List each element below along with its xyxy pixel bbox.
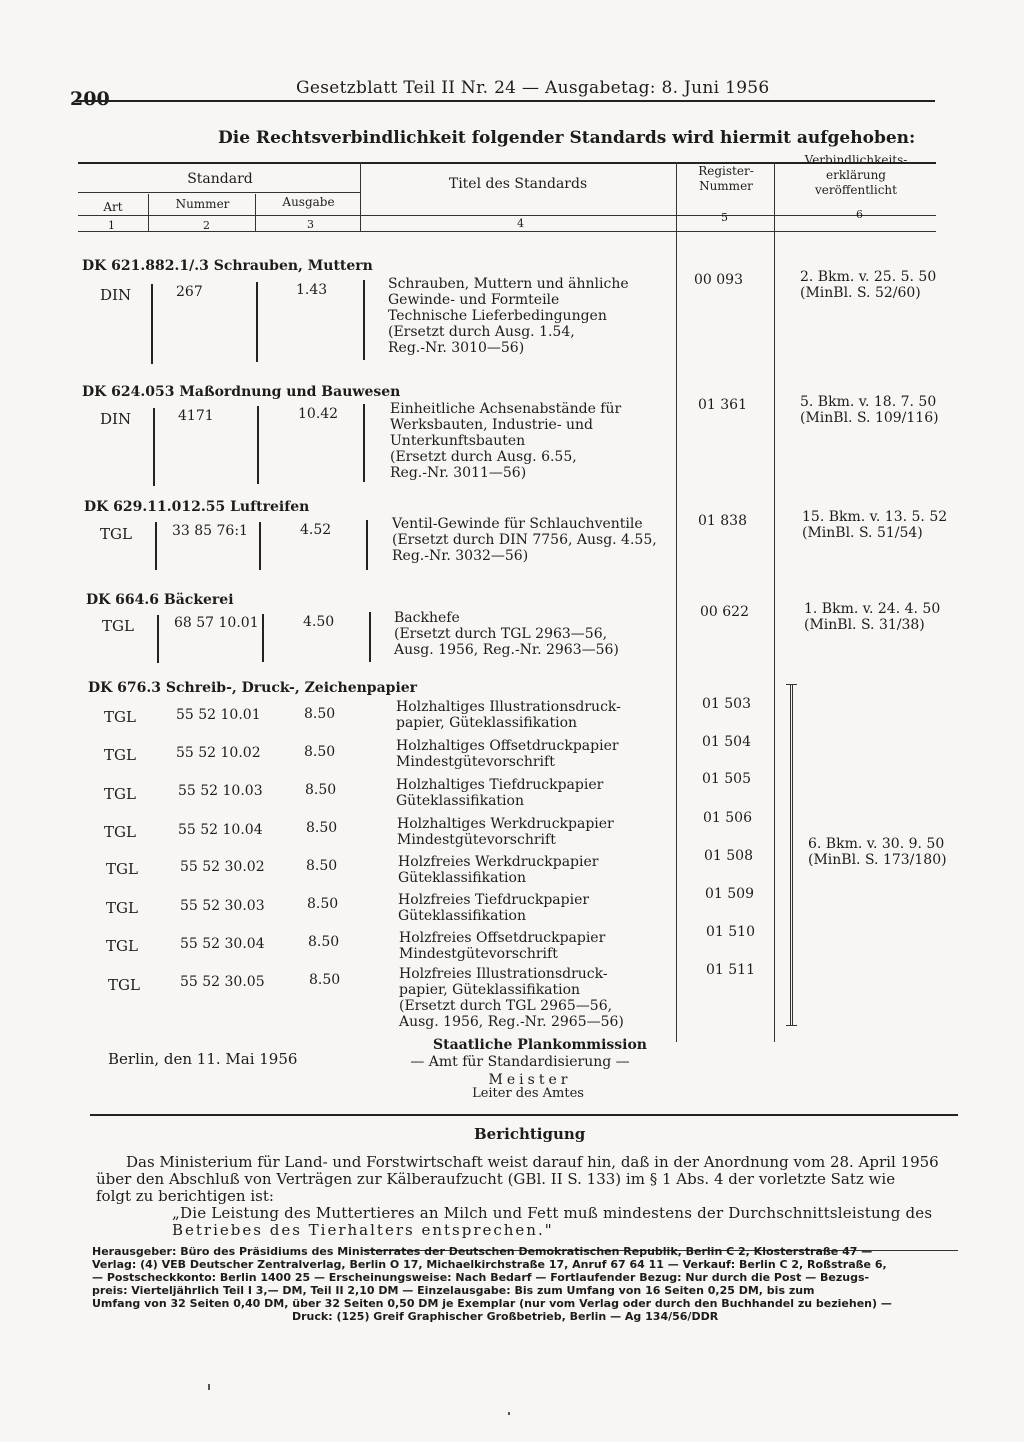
section-heading: DK 624.053 Maßordnung und Bauwesen: [82, 384, 401, 400]
divider-nummer: [255, 194, 256, 232]
imprint: Herausgeber: Büro des Präsidiums des Ministerrates der Deutschen Demokratischen Republik, Berlin C 2, Klosterstraße 47 — Verlag: (4) VEB Deutscher Zentralverlag, Berlin O 17, Michaelkirchstraße 17, Anruf 67 64 11 — Verkauf: Berlin C 2, Roßstraße 6, — Postscheckkonto: Berlin 1400 25 — Erscheinungsweise: Nach Bedarf — Fortlaufender Bezug: Nur durch die Post — Bezugs- preis: Vierteljährlich Teil I 3,— DM, Teil II 2,10 DM — Einzelausgabe: Bis zum Umfang von 16 Seiten 0,25 DM, bis zum Umfang von 32 Seiten 0,40 DM, über 32 Seiten 0,50 DM je Exemplar (nur vom Verlag oder durch den Buchhandel zu beziehen) — Druck: (125) Greif Graphischer Großbetrieb, Berlin — Ag 134/56/DDR: [92, 1245, 892, 1323]
row-divider: [363, 404, 365, 482]
place-date: Berlin, den 11. Mai 1956: [108, 1050, 298, 1068]
colnum-2: 2: [203, 219, 210, 232]
section-heading: DK 629.11.012.55 Luftreifen: [84, 499, 310, 515]
cell-art: TGL: [106, 937, 138, 955]
cell-titel: Ventil-Gewinde für Schlauchventile (Ersetzt durch DIN 7756, Ausg. 4.55, Reg.-Nr. 3032—56): [392, 516, 657, 564]
correction-title: Berichtigung: [474, 1125, 586, 1143]
group-brace-right: [790, 684, 797, 1026]
row-divider: [259, 522, 261, 570]
cell-nummer: 55 52 10.04: [178, 822, 263, 838]
cell-art: TGL: [106, 860, 138, 878]
cell-register: 00 622: [700, 604, 749, 620]
cell-titel: Holzfreies Offsetdruckpapier Mindestgütevorschrift: [399, 930, 606, 962]
cell-art: TGL: [104, 823, 136, 841]
cell-ausgabe: 8.50: [304, 706, 336, 722]
cell-register: 01 838: [698, 513, 747, 529]
cell-declaration: 2. Bkm. v. 25. 5. 50 (MinBl. S. 52/60): [800, 269, 937, 301]
cell-nummer: 55 52 30.02: [180, 859, 265, 875]
cell-art: TGL: [100, 525, 132, 543]
cell-nummer: 55 52 30.03: [180, 898, 265, 914]
cell-art: TGL: [104, 785, 136, 803]
cell-declaration: 1. Bkm. v. 24. 4. 50 (MinBl. S. 31/38): [804, 601, 941, 633]
cell-titel: Holzhaltiges Offsetdruckpapier Mindestgütevorschrift: [396, 738, 619, 770]
cell-nummer: 267: [176, 284, 203, 300]
cell-titel: Holzhaltiges Illustrationsdruck- papier, Güteklassifikation: [396, 699, 621, 731]
header-bottom-rule: [78, 215, 936, 216]
print-speck: [208, 1384, 210, 1390]
row-divider: [369, 612, 371, 662]
cell-art: TGL: [104, 708, 136, 726]
standard-subhead-rule: [78, 192, 360, 193]
print-speck: [508, 1412, 510, 1415]
signature-authority: Staatliche Plankommission: [433, 1037, 647, 1053]
cell-register: 01 509: [705, 886, 754, 902]
cell-nummer: 55 52 30.05: [180, 974, 265, 990]
row-divider: [155, 522, 157, 570]
row-divider: [153, 408, 155, 486]
cell-titel: Schrauben, Muttern und ähnliche Gewinde- und Formteile Technische Lieferbedingungen (Ersetzt durch Ausg. 1.54, Reg.-Nr. 3010—56): [388, 276, 629, 356]
colnum-3: 3: [307, 218, 314, 231]
cell-ausgabe: 8.50: [304, 744, 336, 760]
header-rule: [75, 100, 935, 102]
cell-titel: Holzfreies Tiefdruckpapier Güteklassifikation: [398, 892, 590, 924]
cell-nummer: 55 52 10.02: [176, 745, 261, 761]
section-rule: [90, 1114, 958, 1116]
header-standard: Standard: [187, 171, 253, 187]
colnum-6: 6: [856, 208, 863, 221]
section-heading: DK 676.3 Schreib-, Druck-, Zeichenpapier: [88, 680, 418, 696]
row-divider: [257, 406, 259, 484]
cell-nummer: 55 52 10.03: [178, 783, 263, 799]
cell-titel: Einheitliche Achsenabstände für Werksbauten, Industrie- und Unterkunftsbauten (Ersetzt durch Ausg. 6.55, Reg.-Nr. 3011—56): [390, 401, 622, 481]
cell-nummer: 4171: [178, 408, 214, 424]
page-number: 200: [70, 88, 110, 110]
cell-declaration: 15. Bkm. v. 13. 5. 52 (MinBl. S. 51/54): [802, 509, 948, 541]
colnum-4: 4: [517, 217, 524, 230]
section-heading: DK 621.882.1/.3 Schrauben, Muttern: [82, 258, 373, 274]
divider-art: [148, 194, 149, 232]
signature-role: Leiter des Amtes: [472, 1086, 584, 1101]
cell-ausgabe: 8.50: [308, 934, 340, 950]
cell-ausgabe: 8.50: [306, 858, 338, 874]
cell-art: TGL: [108, 976, 140, 994]
cell-ausgabe: 1.43: [296, 282, 328, 298]
cell-titel: Backhefe (Ersetzt durch TGL 2963—56, Ausg. 1956, Reg.-Nr. 2963—56): [394, 610, 619, 658]
cell-ausgabe: 4.50: [303, 614, 335, 630]
divider-titel: [676, 162, 677, 1042]
section-heading: DK 664.6 Bäckerei: [86, 592, 234, 608]
header-verbindlichkeit: Verbindlichkeits- erklärung veröffentlicht: [804, 153, 908, 197]
cell-ausgabe: 4.52: [300, 522, 332, 538]
row-divider: [256, 282, 258, 362]
cell-register: 01 506: [703, 810, 752, 826]
divider-register: [774, 162, 775, 1042]
cell-ausgabe: 8.50: [305, 782, 337, 798]
row-divider: [151, 284, 153, 364]
cell-register: 01 508: [704, 848, 753, 864]
header-art: Art: [103, 200, 123, 214]
signature-office: — Amt für Standardisierung —: [410, 1054, 630, 1070]
signature-name: Meister: [488, 1072, 572, 1088]
cell-register: 01 504: [702, 734, 751, 750]
cell-register: 00 093: [694, 272, 743, 288]
cell-ausgabe: 8.50: [309, 972, 341, 988]
cell-declaration: 6. Bkm. v. 30. 9. 50 (MinBl. S. 173/180): [808, 836, 947, 868]
cell-titel: Holzfreies Illustrationsdruck- papier, Güteklassifikation (Ersetzt durch TGL 2965—56, Ausg. 1956, Reg.-Nr. 2965—56): [399, 966, 624, 1030]
cell-titel: Holzhaltiges Tiefdruckpapier Güteklassifikation: [396, 777, 604, 809]
cell-titel: Holzhaltiges Werkdruckpapier Mindestgütevorschrift: [397, 816, 614, 848]
page-title: Die Rechtsverbindlichkeit folgender Standards wird hiermit aufgehoben:: [218, 128, 916, 148]
cell-nummer: 55 52 30.04: [180, 936, 265, 952]
cell-register: 01 361: [698, 397, 747, 413]
header-titel: Titel des Standards: [448, 176, 588, 192]
cell-art: DIN: [100, 410, 132, 428]
colnum-5: 5: [721, 211, 728, 224]
cell-ausgabe: 8.50: [307, 896, 339, 912]
header-register: Register- Nummer: [698, 164, 754, 193]
header-nummer: Nummer: [175, 197, 230, 211]
colnum-1: 1: [108, 219, 115, 232]
row-divider: [157, 615, 159, 663]
cell-declaration: 5. Bkm. v. 18. 7. 50 (MinBl. S. 109/116): [800, 394, 939, 426]
cell-register: 01 511: [706, 962, 755, 978]
divider-ausgabe: [360, 162, 361, 232]
cell-ausgabe: 10.42: [298, 406, 339, 422]
row-divider: [363, 280, 365, 360]
cell-art: DIN: [100, 286, 132, 304]
running-head: Gesetzblatt Teil II Nr. 24 — Ausgabetag: 8. Juni 1956: [296, 78, 770, 98]
cell-nummer: 68 57 10.01: [174, 615, 259, 631]
cell-nummer: 55 52 10.01: [176, 707, 261, 723]
row-divider: [366, 520, 368, 570]
cell-ausgabe: 8.50: [306, 820, 338, 836]
cell-titel: Holzfreies Werkdruckpapier Güteklassifikation: [398, 854, 599, 886]
cell-register: 01 503: [702, 696, 751, 712]
cell-art: TGL: [106, 899, 138, 917]
cell-register: 01 510: [706, 924, 755, 940]
cell-register: 01 505: [702, 771, 751, 787]
correction-text: Das Ministerium für Land- und Forstwirtschaft weist darauf hin, daß in der Anordnung vom 28. April 1956 über den Abschluß von Verträgen zur Kälberaufzucht (GBl. II S. 133) im § 1 Abs. 4 der vorletzte Satz wie folgt zu berichtigen ist: „Die Leistung des Muttertieres an Milch und Fett muß mindestens der Durchschnittsleistung des Betriebes des Tierhalters entsprechen.": [96, 1153, 939, 1239]
cell-nummer: 33 85 76:1: [172, 523, 248, 539]
header-ausgabe: Ausgabe: [282, 195, 335, 209]
cell-art: TGL: [102, 617, 134, 635]
row-divider: [262, 614, 264, 662]
cell-art: TGL: [104, 746, 136, 764]
